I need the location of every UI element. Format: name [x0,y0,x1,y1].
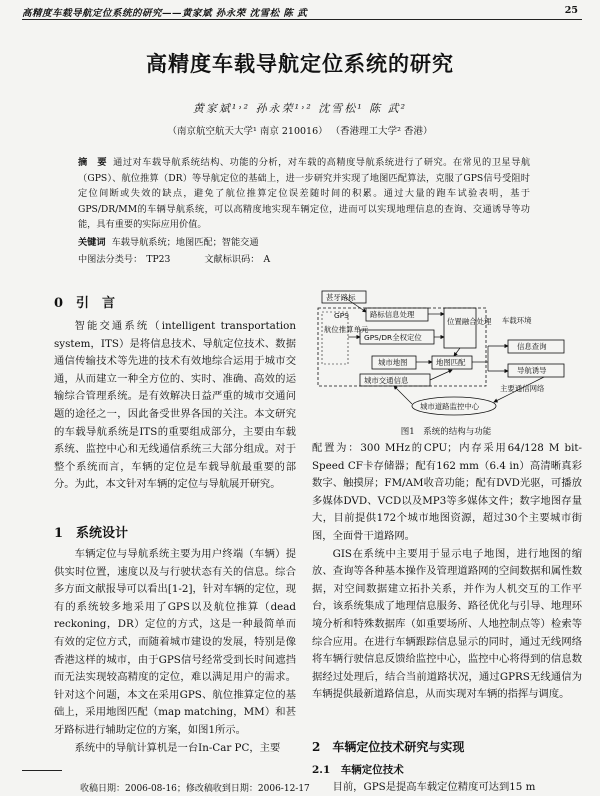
section-tech-title: 2 车辆定位技术研究与实现 [312,740,465,754]
keywords-label: 关键词 [78,237,106,248]
keywords-text: 车载导航系统；地图匹配；智能交通 [111,237,259,248]
system-diagram [304,288,588,423]
intro-body [54,318,296,494]
roadside-label: 路标信息处理 [370,310,415,319]
running-header [22,4,582,20]
traffic-info-label: 城市交通信息 [364,376,409,385]
gps-label: GPS [334,311,349,320]
system-diagram-svg [304,288,588,423]
main-net-label: 主要通信网络 [500,384,545,393]
body-paragraph: 配置为：300 MHz的CPU；内存采用64/128 M bit-Speed CF卡存储器；配有162 mm（6.4 in）高清晰真彩数字、触摸屏；FM/AM收音功能；配有DVD光驱，可播放多媒体DVD、VCD以及MP3等多媒体文件；数字地图存量大，目前提供172个城市地图资源，超过30个主要城市街图，全面骨干道路网。 [312,442,582,542]
monitor-label: 城市道路监控中心 [420,402,480,411]
map-match-label: 地图匹配 [436,358,466,367]
design-paragraph: 系统中的导航计算机是一台In-Car PC，主要 [74,741,281,754]
design-body [54,546,296,757]
fusion-label: GPS/DR全权定位 [364,333,422,342]
arrow [454,348,460,356]
doc-code-label: 文献标识码： [204,254,260,265]
clc-value: TP23 [146,254,171,265]
body-paragraph: GIS在系统中主要用于显示电子地图，进行地图的缩放、查询等各种基本操作及管理道路网的空间数据和属性数据，对空间数据建立拓扑关系，并作为人机交互的工作平台，该系统集成了地理信息服务、路径优化与引导、地理环境分析和特殊数据库（如重要场所、人地控制点等）检索等综合应用。在进行车辆跟踪信息显示的同时，通过无线网络将车辆行驶信息反馈给监控中心，监控中心将得到的信息数据经过处理后，结合当前道路状况，通过GPRS无线通信为车辆提供最新道路信息，从而实现对车辆的指挥与调度。 [312,547,582,701]
intro-paragraph: 智能交通系统（intelligent transportation system，ITS）是将信息技术、导航定位技术、数据通信传输技术等先进的技术有效地综合运用于城市交通，从而建立一种全方位的、实时、准确、高效的运输综合管理系统。是有效解决日益严重的城市交通问题的途径之一，因此备受世界各国的关注。本文研究的车载导航系统是ITS的重要组成部分，主要由车载系统、监控中心和无线通信系统三大部分组成。对于整个系统而言，车辆的定位是车载导航最重要的部分。为此，本文针对车辆的定位与导航展开研究。 [54,320,296,491]
classification [78,251,274,265]
paper-title: 高精度车载导航定位系统的研究 [146,51,454,76]
nav-guide-label: 导航诱导 [517,366,547,375]
city-map-label: 城市地图 [378,358,408,367]
received-date: 收稿日期：2006-08-16；修改稿收到日期：2006-12-17 [80,784,310,794]
figure-caption: 图1 系统的结构与功能 [400,427,492,437]
arrow [430,370,452,380]
info-query-label: 信息查询 [517,342,547,351]
last-line [312,779,582,796]
affiliation: （南京航空航天大学¹ 南京 210016） （香港理工大学² 香港） [167,126,433,137]
body-line: 目前，GPS是提高车载定位精度可达到15 m [332,781,536,793]
keywords [78,234,530,248]
running-title: 高精度车载导航定位系统的研究——黄家斌 孙永荣 沈雪松 陈 武 [22,8,308,19]
author-list: 黄家斌¹˒² 孙永荣¹˒² 沈雪松¹ 陈 武² [192,102,408,115]
doc-code-value: A [263,254,271,265]
abstract [78,155,530,233]
beacon-label: 甚牙路标 [326,293,356,302]
arrow [394,386,412,404]
dr-unit-label: 航位推算单元 [324,325,369,334]
footnote-rule [22,770,62,771]
right-body [312,440,582,704]
subsection-title: 2.1 车辆定位技术 [312,764,404,776]
section-intro-title: 0 引 言 [54,296,116,311]
design-paragraph: 车辆定位与导航系统主要为用户终端（车辆）提供实时位置，速度以及与行驶状态有关的信息。综合多方面文献报导可以看出[1-2]，针对车辆的定位，现有的系统较多地采用了GPS以及航位推算（dead reckoning，DR）定位的方式，这是一种最简单而有效的定位方式，而随着城市建设的发展，特别是像香港这样的城市，由于GPS信号经常受到长时间遮挡而无法实现较高精度的定位，难以满足用户的需求。针对这个问题，本文在采用GPS、航位推算定位的基础上，采用地图匹配（map matching，MM）和甚牙路标进行辅助定位的方案，如图1所示。 [54,548,296,736]
car-env-label: 车载环境 [502,316,532,325]
position-box [444,308,476,348]
abstract-text: 通过对车载导航系统结构、功能的分析，对车载的高精度导航系统进行了研究。在常见的卫星导航（GPS）、航位推算（DR）等导航定位的基础上，进一步研究并实现了地图匹配算法，克服了GPS信号受阻时定位间断或失效的缺点，避免了航位推算定位误差随时间的积累。通过大量的跑车试验表明，基于GPS/DR/MM的车辆导航系统，可以高精度地实现车辆定位，进而可以实现地理信息的查询、交通诱导等功能，具有重要的实际应用价值。 [78,157,531,230]
clc-label: 中图法分类号： [78,254,143,265]
page-number: 25 [564,5,578,16]
abstract-label: 摘 要 [78,157,108,168]
position-label: 位置融合处理 [447,317,492,326]
section-design-title: 1 系统设计 [54,526,129,541]
